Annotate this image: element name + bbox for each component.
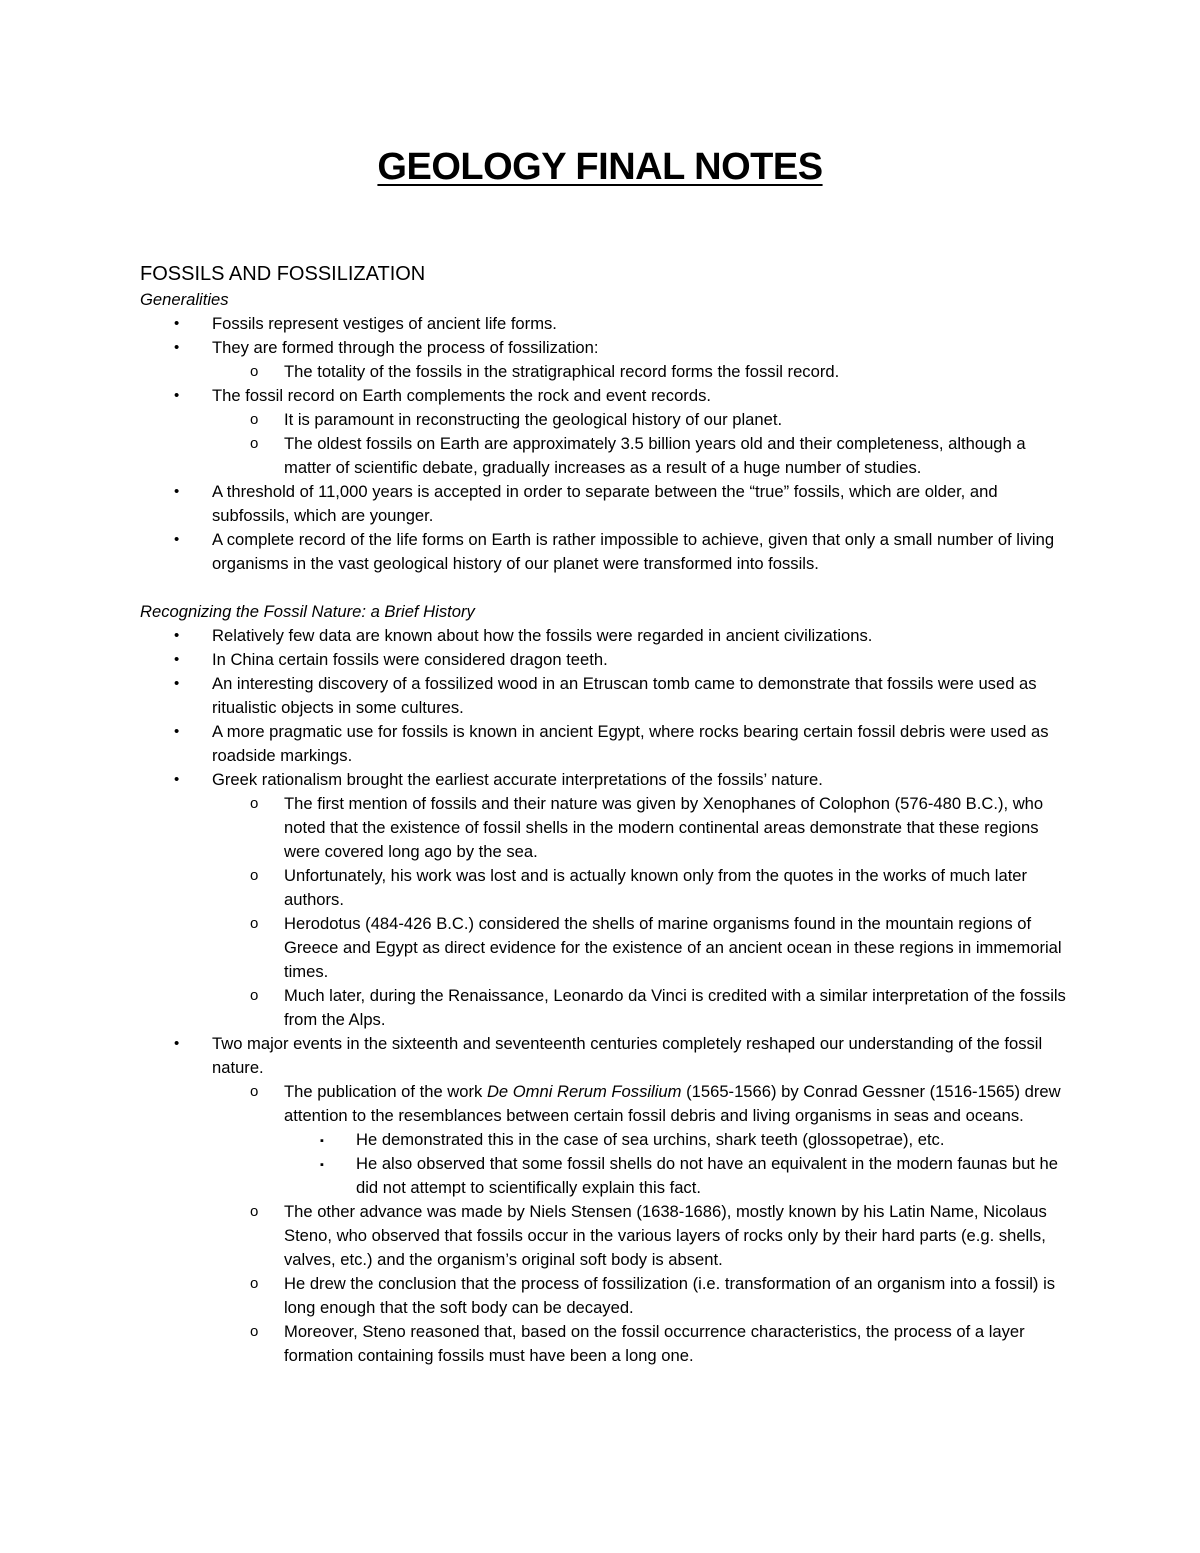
circle-bullet-icon: o <box>250 435 259 452</box>
bullet-icon: • <box>174 1035 180 1052</box>
list-item: • Fossils represent vestiges of ancient life forms. <box>140 312 1070 336</box>
sub-list <box>212 792 1070 1032</box>
generalities-list <box>140 312 1070 576</box>
book-title: De Omni Rerum Fossilium <box>486 1082 682 1101</box>
circle-bullet-icon: o <box>250 363 259 380</box>
list-item: • They are formed through the process of fossilization: o The totality of the fossils in the stratigraphical record forms the fossil record. <box>140 336 1070 384</box>
list-item: o Herodotus (484-426 B.C.) considered the shells of marine organisms found in the mountain regions of Greece and Egypt as direct evidence for the existence of an ancient ocean in these regions in immemorial times. <box>250 914 1062 981</box>
document-body <box>140 260 1070 1368</box>
bullet-icon: • <box>174 483 180 500</box>
subheading-generalities: Generalities <box>140 290 229 309</box>
document-title: GEOLOGY FINAL NOTES <box>377 146 823 188</box>
bullet-icon: • <box>174 387 180 404</box>
list-item: o The totality of the fossils in the stratigraphical record forms the fossil record. <box>212 360 1070 384</box>
circle-bullet-icon: o <box>250 795 259 812</box>
circle-bullet-icon: o <box>250 1203 259 1220</box>
bullet-icon: • <box>174 531 180 548</box>
list-item: ▪ He demonstrated this in the case of sea urchins, shark teeth (glossopetrae), etc. <box>284 1128 1070 1152</box>
list-item: • Relatively few data are known about how the fossils were regarded in ancient civilizations. <box>140 624 1070 648</box>
sub-list <box>212 408 1070 480</box>
list-item: • An interesting discovery of a fossilized wood in an Etruscan tomb came to demonstrate that fossils were used as ritualistic objects in some cultures. <box>174 674 1037 717</box>
list-item: o Unfortunately, his work was lost and is actually known only from the quotes in the works of much later authors. <box>250 866 1028 909</box>
bullet-icon: • <box>174 723 180 740</box>
list-item: o The first mention of fossils and their nature was given by Xenophanes of Colophon (576-480 B.C.), who noted that the existence of fossil shells in the modern continental areas demonstrate that these regions were covered long ago by the sea. <box>250 794 1044 861</box>
list-item: • The fossil record on Earth complements the rock and event records. o It is paramount in reconstructing the geological history of our planet. o The oldest fossils on Earth are approximately 3.5 billion years old and their completeness, although a matter of scientific debate, gradually increases as a result of a huge number of studies. <box>140 384 1070 480</box>
bullet-icon: • <box>174 675 180 692</box>
list-item: • A threshold of 11,000 years is accepted in order to separate between the “true” fossils, which are older, and subfossils, which are younger. <box>174 482 998 525</box>
bullet-icon: • <box>174 315 180 332</box>
circle-bullet-icon: o <box>250 1083 259 1100</box>
list-item: • Greek rationalism brought the earliest accurate interpretations of the fossils’ nature. o The first mention of fossils and their nature was given by Xenophanes of Colophon (576-480 B.C.), who noted that the existence of fossil shells in the modern continental areas demonstrate that these regions were covered long ago by the sea. o Unfortunately, his work was lost and is actually known only from the quotes in the works of much later authors. o Herodotus (484-426 B.C.) considered the shells of marine organisms found in the mountain regions of Greece and Egypt as direct evidence for the existence of an ancient ocean in these regions in immemorial times. o Much later, during the Renaissance, Leonardo da Vinci is credited with a similar interpretation of the fossils from the Alps. <box>140 768 1070 1032</box>
list-item: o He drew the conclusion that the process of fossilization (i.e. transformation of an organism into a fossil) is long enough that the soft body can be decayed. <box>250 1274 1056 1317</box>
bullet-icon: • <box>174 771 180 788</box>
sub-list <box>212 1080 1070 1368</box>
square-bullet-icon: ▪ <box>320 1159 324 1171</box>
history-list <box>140 624 1070 1368</box>
list-item: o Moreover, Steno reasoned that, based on the fossil occurrence characteristics, the process of a layer formation containing fossils must have been a long one. <box>250 1322 1025 1365</box>
square-bullet-icon: ▪ <box>320 1135 324 1147</box>
circle-bullet-icon: o <box>250 411 259 428</box>
section-title: FOSSILS AND FOSSILIZATION <box>140 263 426 285</box>
list-item: • A more pragmatic use for fossils is known in ancient Egypt, where rocks bearing certain fossil debris were used as roadside markings. <box>174 722 1049 765</box>
circle-bullet-icon: o <box>250 915 259 932</box>
bullet-icon: • <box>174 339 180 356</box>
list-item: o It is paramount in reconstructing the geological history of our planet. <box>212 408 1070 432</box>
sub-list <box>212 360 1070 384</box>
list-item: • Two major events in the sixteenth and seventeenth centuries completely reshaped our understanding of the fossil nature. o The publication of the work De Omni Rerum Fossilium (1565-1566) by Conrad Gessner (1516-1565) drew attention to the resemblances between certain fossil debris and living organisms in seas and oceans. ▪ He demonstrated this in the case of sea urchins, shark teeth (glossopetrae), etc. ▪ He also observed that some fossil shells do not have an equivalent in the modern faunas but he did not attempt to scientifically explain this fact. o The other advance was made by Niels Stensen (1638-1686), mostly known by his Latin Name, Nicolaus Steno, who observed that fossils occur in the various layers of rocks only by their hard parts (e.g. shells, valves, etc.) and the organism’s original soft body is absent. o He drew the conclusion that the process of fossilization (i.e. transformation of an organism into a fossil) is long enough that the soft body can be decayed. o Moreover, Steno reasoned that, based on the fossil occurrence characteristics, the process of a layer formation containing fossils must have been a long one. <box>140 1032 1070 1368</box>
list-item: • In China certain fossils were considered dragon teeth. <box>140 648 1070 672</box>
subheading-history: Recognizing the Fossil Nature: a Brief History <box>140 602 475 621</box>
bullet-icon: • <box>174 627 180 644</box>
list-item: o The publication of the work De Omni Rerum Fossilium (1565-1566) by Conrad Gessner (1516-1565) drew attention to the resemblances between certain fossil debris and living organisms in seas and oceans. ▪ He demonstrated this in the case of sea urchins, shark teeth (glossopetrae), etc. ▪ He also observed that some fossil shells do not have an equivalent in the modern faunas but he did not attempt to scientifically explain this fact. <box>212 1080 1070 1200</box>
circle-bullet-icon: o <box>250 1275 259 1292</box>
list-item: • A complete record of the life forms on Earth is rather impossible to achieve, given that only a small number of living organisms in the vast geological history of our planet were transformed into fossils. <box>174 530 1055 573</box>
bullet-icon: • <box>174 651 180 668</box>
list-item: o The oldest fossils on Earth are approximately 3.5 billion years old and their completeness, although a matter of scientific debate, gradually increases as a result of a huge number of studies. <box>250 434 1026 477</box>
list-item: o The other advance was made by Niels Stensen (1638-1686), mostly known by his Latin Name, Nicolaus Steno, who observed that fossils occur in the various layers of rocks only by their hard parts (e.g. shells, valves, etc.) and the organism’s original soft body is absent. <box>250 1202 1047 1269</box>
circle-bullet-icon: o <box>250 987 259 1004</box>
circle-bullet-icon: o <box>250 867 259 884</box>
circle-bullet-icon: o <box>250 1323 259 1340</box>
list-item: ▪ He also observed that some fossil shells do not have an equivalent in the modern faunas but he did not attempt to scientifically explain this fact. <box>320 1154 1058 1197</box>
list-item: o Much later, during the Renaissance, Leonardo da Vinci is credited with a similar interpretation of the fossils from the Alps. <box>250 986 1066 1029</box>
sub-sub-list <box>284 1128 1070 1200</box>
